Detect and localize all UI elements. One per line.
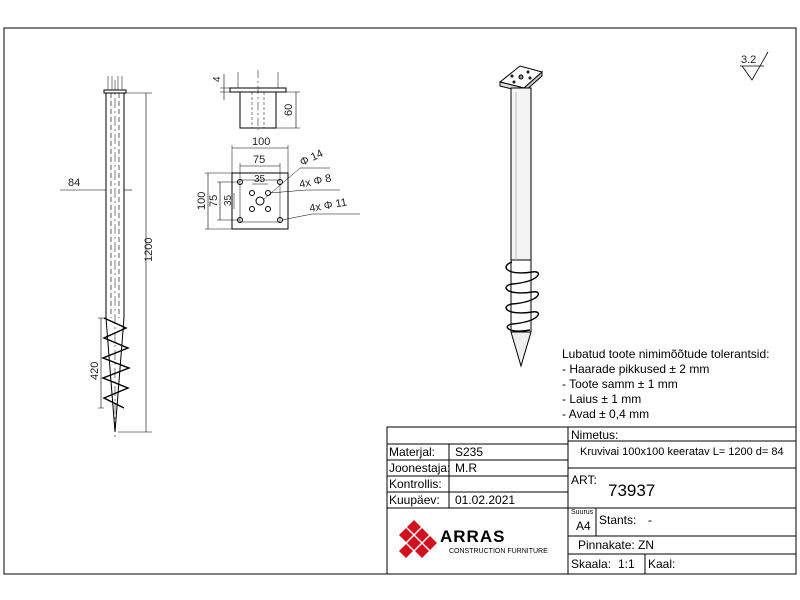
scale-label: Skaala: (571, 557, 612, 571)
material-value: S235 (455, 445, 484, 459)
date-label: Kuupäev: (389, 493, 440, 507)
dim-plate-width: 100 (252, 136, 271, 148)
dim-plate-height-side: 100 (196, 191, 208, 210)
checked-label: Kontrollis: (389, 477, 442, 491)
dim-plate-height: 60 (283, 103, 295, 116)
dim-diameter: 84 (68, 177, 81, 189)
weight-label: Kaal: (648, 557, 676, 571)
company-subtitle: CONSTRUCTION FURNITURE (449, 548, 548, 555)
tolerance-item: - Toote samm ± 1 mm (562, 377, 678, 391)
company-name: ARRAS (440, 527, 506, 546)
stants-label: Stants: (599, 513, 637, 527)
side-view (60, 76, 152, 440)
tolerance-item: - Laius ± 1 mm (562, 392, 642, 406)
dim-length: 1200 (143, 237, 155, 262)
stants-value: - (648, 513, 652, 527)
dim-center-offset-y: 35 (223, 194, 234, 206)
tolerance-item: - Avad ± 0,4 mm (562, 407, 650, 421)
isometric-view (500, 66, 542, 366)
name-label: Nimetus: (571, 428, 619, 442)
material-label: Materjal: (389, 445, 436, 459)
dim-helix-length: 420 (89, 361, 101, 380)
drafter-label: Joonestaja: (389, 461, 451, 475)
scale-value: 1:1 (618, 557, 635, 571)
dim-hole-spacing-side: 75 (208, 194, 220, 207)
size-value: A4 (576, 519, 591, 533)
arras-logo (399, 520, 437, 558)
name-value: Kruvivai 100x100 keeratav L= 1200 d= 84 (580, 446, 784, 458)
dim-hole-center: Φ 14 (298, 147, 326, 169)
roughness-value: 3.2 (741, 54, 757, 66)
dim-hole-corner: 4x Φ 11 (308, 196, 348, 215)
art-label: ART: (571, 473, 597, 487)
dim-hole-spacing: 75 (253, 154, 266, 166)
dim-hole-bolts: 4x Φ 8 (298, 172, 333, 191)
date-value: 01.02.2021 (455, 493, 516, 507)
plate-side-view (220, 70, 300, 130)
drafter-value: M.R (455, 461, 477, 475)
plate-top-view (205, 145, 360, 229)
art-value: 73937 (608, 481, 656, 500)
dim-center-offset-x: 35 (254, 174, 266, 185)
coating-label: Pinnakate: ZN (578, 538, 655, 552)
tolerances-note (562, 347, 769, 422)
tolerances-title: Lubatud toote nimimõõtude tolerantsid: (562, 347, 770, 361)
tolerance-item: - Haarade pikkused ± 2 mm (562, 362, 710, 376)
size-label: Suurus (571, 509, 594, 516)
dim-plate-thickness: 4 (212, 76, 223, 82)
